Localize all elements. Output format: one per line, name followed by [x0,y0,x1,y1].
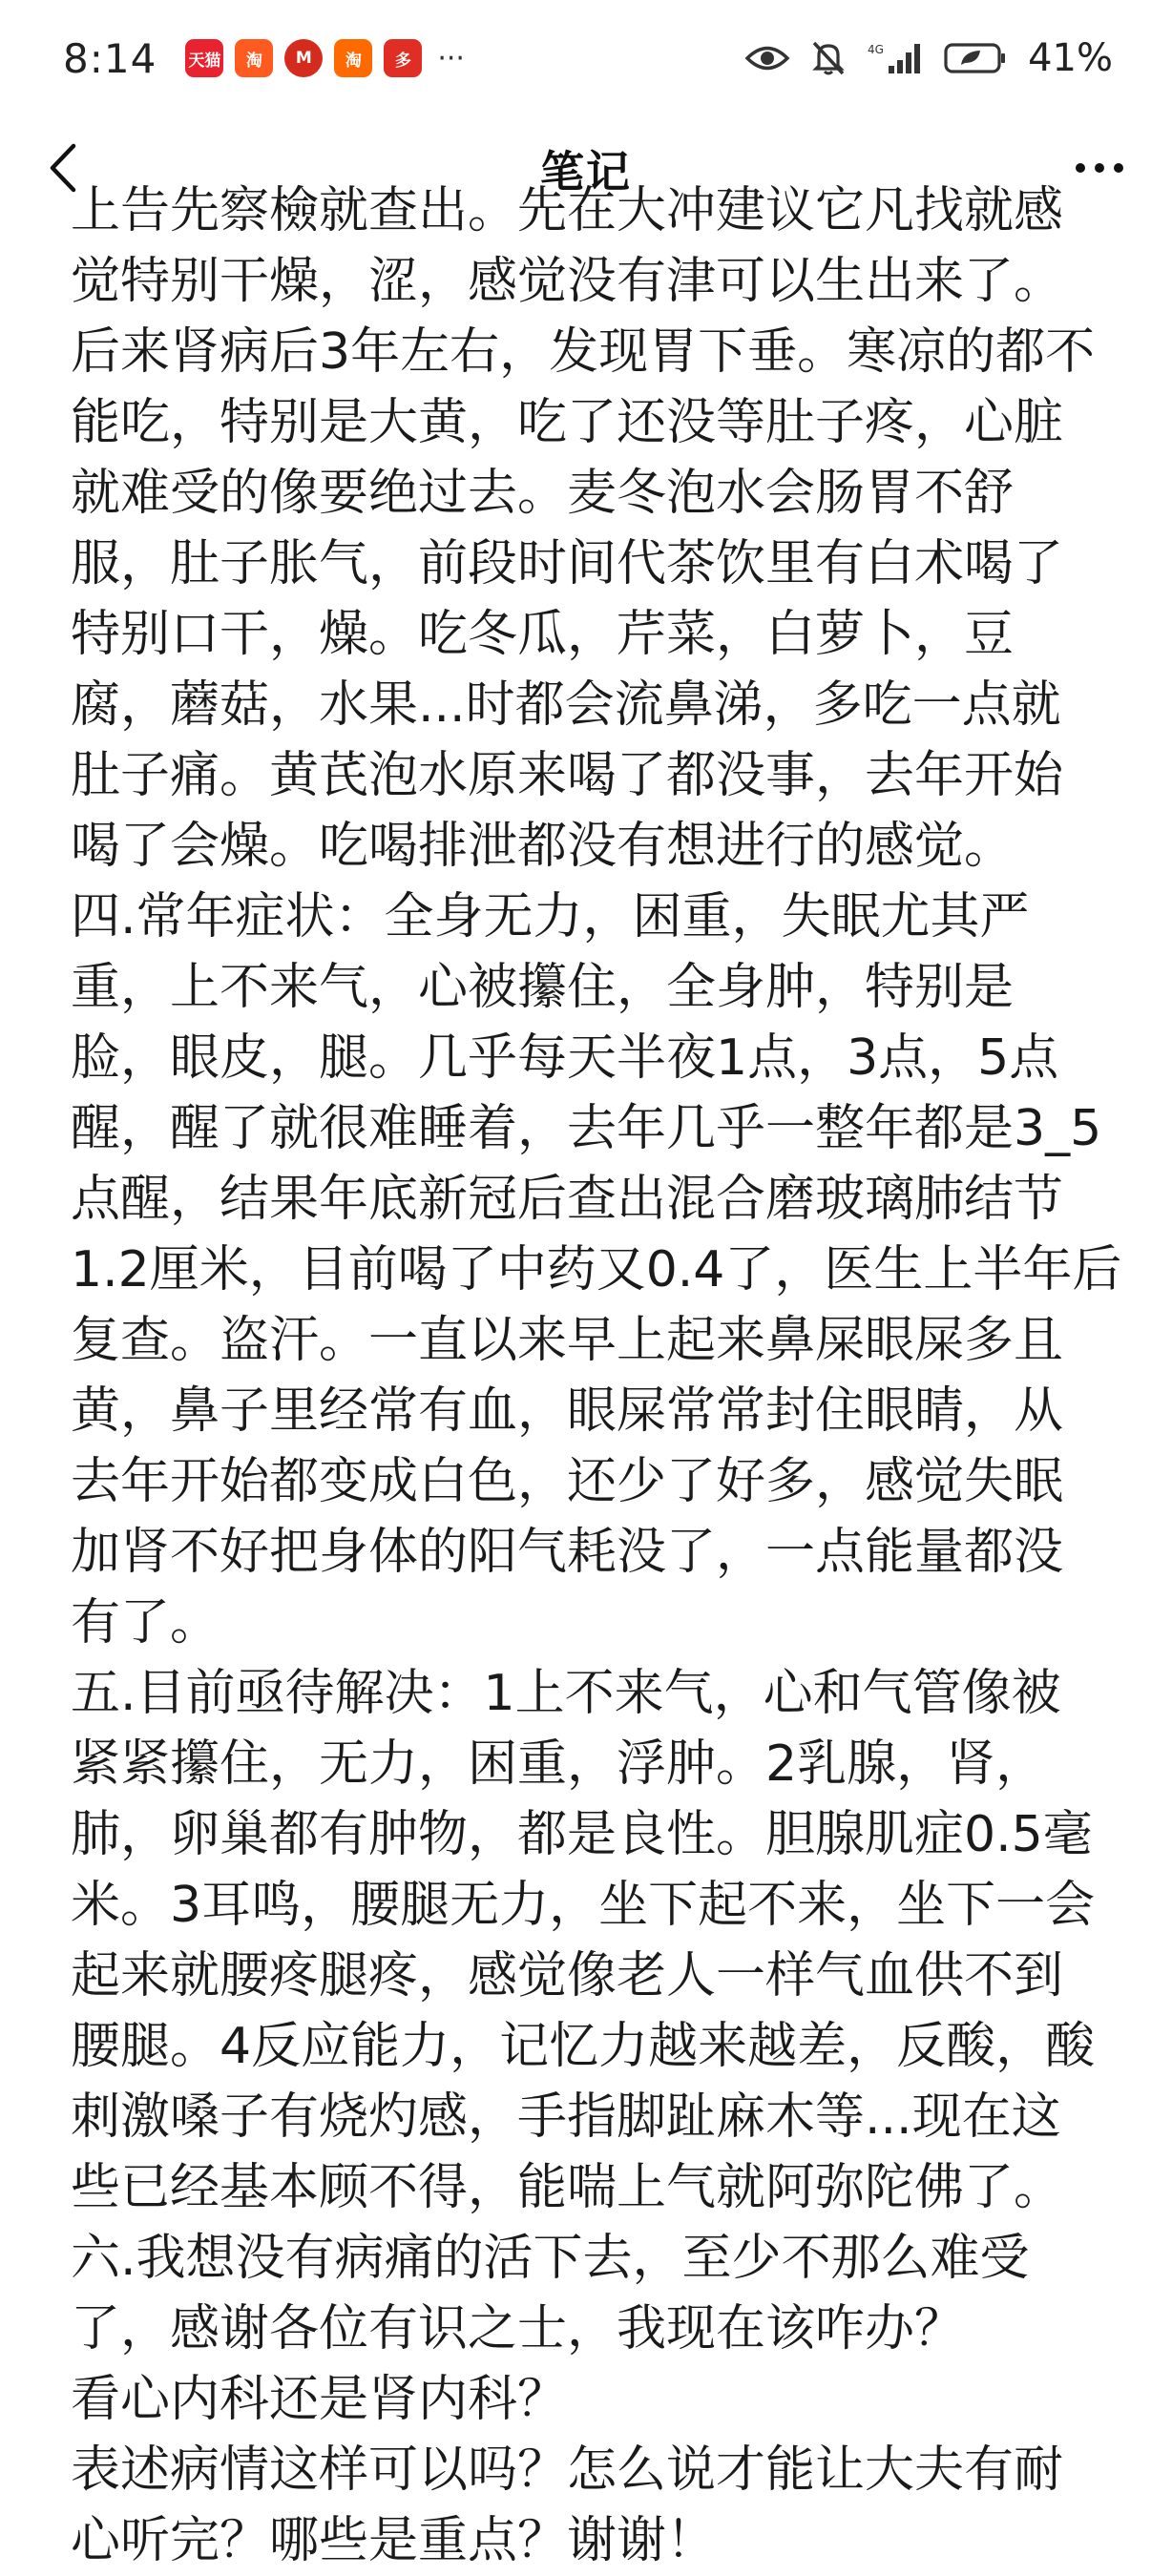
note-text-line: 上告先察檢就查出。先在大冲建议它凡找就感 [71,182,1064,239]
note-text-line: 后来肾病后3年左右，发现胃下垂。寒凉的都不 [71,323,1096,381]
status-bar-left [63,35,465,82]
dot-icon [1114,163,1123,173]
note-text-line: 复查。盗汗。一直以来早上起来鼻屎眼屎多且 [71,1312,1064,1369]
note-text-line: 肺，卵巢都有肿物，都是良性。胆腺肌症0.5毫 [71,1806,1093,1863]
network-label: 4G [868,43,885,56]
status-time: 8:14 [63,34,157,82]
battery-icon [944,42,1007,74]
note-text-line: 去年开始都变成白色，还少了好多，感觉失眠 [71,1453,1064,1510]
tmall-icon: 天猫 [185,39,223,77]
battery-percent: 41% [1028,36,1113,80]
note-text-line: 四.常年症状：全身无力，困重，失眠尤其严 [71,888,1030,945]
note-text-line: 六.我想没有病痛的活下去，至少不那么难受 [71,2230,1030,2287]
note-text-line: 能吃，特别是大黄，吃了还没等肚子疼，心脏 [71,394,1064,451]
note-text-line: 有了。 [71,1594,220,1652]
note-text-line: 点醒，结果年底新冠后查出混合磨玻璃肺结节 [71,1171,1064,1228]
more-options-button[interactable] [1061,139,1138,197]
mcdonalds-icon: M [284,39,323,77]
note-text-line: 1.2厘米，目前喝了中药又0.4了，医生上半年后 [71,1241,1122,1298]
note-text-line: 腐，蘑菇，水果...时都会流鼻涕，多吃一点就 [71,676,1061,734]
signal-icon [868,41,923,75]
taobao-icon: 淘 [334,39,372,77]
note-body [71,182,1122,2576]
note-text-line: 心听完？哪些是重点？谢谢！ [71,2512,717,2569]
dot-icon [1095,163,1104,173]
mute-bell-icon [810,39,847,77]
note-text-line: 看心内科还是肾内科？ [71,2371,568,2428]
note-text-line: 米。3耳鸣，腰腿无力，坐下起不来，坐下一会 [71,1877,1096,1934]
note-text-line: 腰腿。4反应能力，记忆力越来越差，反酸，酸 [71,2018,1096,2075]
note-text-line: 喝了会燥。吃喝排泄都没有想进行的感觉。 [71,818,1015,875]
status-bar-right [745,36,1113,80]
note-text-line: 五.目前亟待解决：1上不来气，心和气管像被 [71,1665,1061,1722]
page-title: 笔记 [540,146,632,197]
more-notifications-icon: ··· [437,41,465,75]
note-text-line: 起来就腰疼腿疼，感觉像老人一样气血供不到 [71,1947,1064,2005]
dot-icon [1076,163,1085,173]
note-text-line: 脸，眼皮，腿。几乎每天半夜1点，3点，5点 [71,1029,1059,1087]
note-text-line: 紧紧攥住，无力，困重，浮肿。2乳腺，肾， [71,1735,1046,1793]
note-text-line: 表述病情这样可以吗？怎么说才能让大夫有耐 [71,2441,1064,2499]
note-text-line: 特别口干，燥。吃冬瓜，芹菜，白萝卜，豆 [71,606,1015,663]
eye-icon [745,44,789,73]
note-text-line: 觉特别干燥，涩，感觉没有津可以生出来了。 [71,253,1064,310]
note-text-line: 就难受的像要绝过去。麦冬泡水会肠胃不舒 [71,465,1015,522]
note-text-line: 肚子痛。黄芪泡水原来喝了都没事，去年开始 [71,747,1064,804]
note-text-line: 醒，醒了就很难睡着，去年几乎一整年都是3_5 [71,1100,1102,1157]
note-text-line: 些已经基本顾不得，能喘上气就阿弥陀佛了。 [71,2159,1064,2216]
note-text-line: 服，肚子胀气，前段时间代茶饮里有白术喝了 [71,535,1064,592]
note-text-line: 刺激嗓子有烧灼感，手指脚趾麻木等...现在这 [71,2088,1061,2146]
note-text-line: 黄，鼻子里经常有血，眼屎常常封住眼睛，从 [71,1382,1064,1440]
tao-icon: 淘 [235,39,273,77]
note-text-line: 加肾不好把身体的阳气耗没了，一点能量都没 [71,1524,1064,1581]
note-text-line: 重，上不来气，心被攥住，全身肿，特别是 [71,959,1015,1016]
pinduoduo-icon: 多 [384,39,422,77]
status-bar [0,0,1172,116]
note-text-line: 了，感谢各位有识之士，我现在该咋办？ [71,2300,965,2358]
